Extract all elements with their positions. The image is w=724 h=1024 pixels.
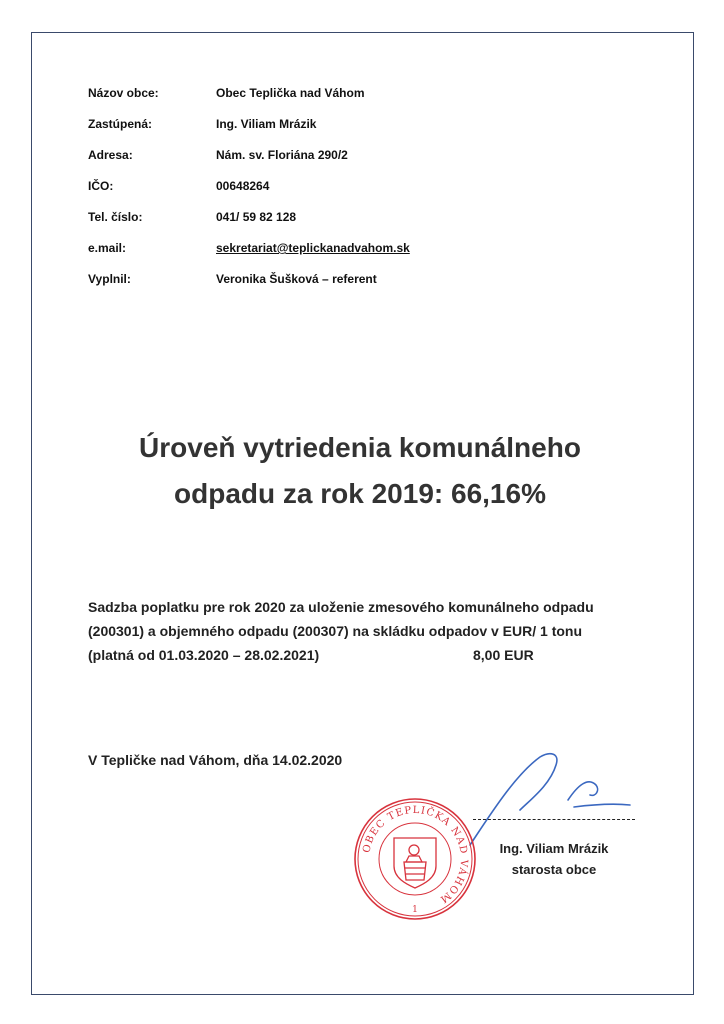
info-value: 041/ 59 82 128	[216, 210, 297, 224]
info-value: Obec Teplička nad Váhom	[216, 86, 365, 100]
info-row-name	[88, 86, 648, 117]
fee-line-2: (200301) a objemného odpadu (200307) na skládku odpadov v EUR/ 1 tonu	[88, 623, 583, 639]
info-label: e.mail:	[88, 241, 127, 255]
title-line-2: odpadu za rok 2019: 66,16%	[174, 478, 546, 509]
info-label: Zastúpená:	[88, 117, 153, 131]
fee-line-3: (platná od 01.03.2020 – 28.02.2021)	[88, 647, 320, 663]
official-stamp	[352, 796, 478, 922]
signatory-role: starosta obce	[511, 862, 597, 877]
title-line-1: Úroveň vytriedenia komunálneho	[139, 432, 581, 463]
fee-line-1: Sadzba poplatku pre rok 2020 za uloženie zmesového komunálneho odpadu	[88, 599, 594, 615]
signature-line	[473, 819, 635, 820]
info-value: Veronika Šušková – referent	[216, 272, 377, 286]
stamp-ring-text: OBEC TEPLIČKA NAD VÁHOM	[361, 804, 470, 906]
place-and-date: V Tepličke nad Váhom, dňa 14.02.2020	[88, 752, 343, 768]
info-value: 00648264	[216, 179, 270, 193]
info-label: Vyplnil:	[88, 272, 131, 286]
info-label: IČO:	[88, 179, 114, 193]
signatory-name: Ing. Viliam Mrázik	[499, 841, 609, 856]
info-row-represented	[88, 117, 648, 148]
contact-info-block	[88, 86, 648, 303]
stamp-number: 1	[412, 905, 418, 915]
fee-amount: 8,00 EUR	[473, 647, 534, 663]
signatory-block	[473, 838, 635, 880]
page-title	[60, 425, 660, 517]
info-row-ico	[88, 179, 648, 210]
info-value: Ing. Viliam Mrázik	[216, 117, 317, 131]
fee-paragraph	[88, 595, 648, 667]
info-label: Názov obce:	[88, 86, 159, 100]
email-link[interactable]: sekretariat@teplickanadvahom.sk	[216, 241, 410, 255]
info-label: Tel. číslo:	[88, 210, 143, 224]
info-value: Nám. sv. Floriána 290/2	[216, 148, 348, 162]
info-row-filled-by	[88, 272, 648, 303]
info-label: Adresa:	[88, 148, 133, 162]
info-row-phone	[88, 210, 648, 241]
info-row-email	[88, 241, 648, 272]
coat-of-arms-icon	[394, 838, 436, 888]
info-row-address	[88, 148, 648, 179]
